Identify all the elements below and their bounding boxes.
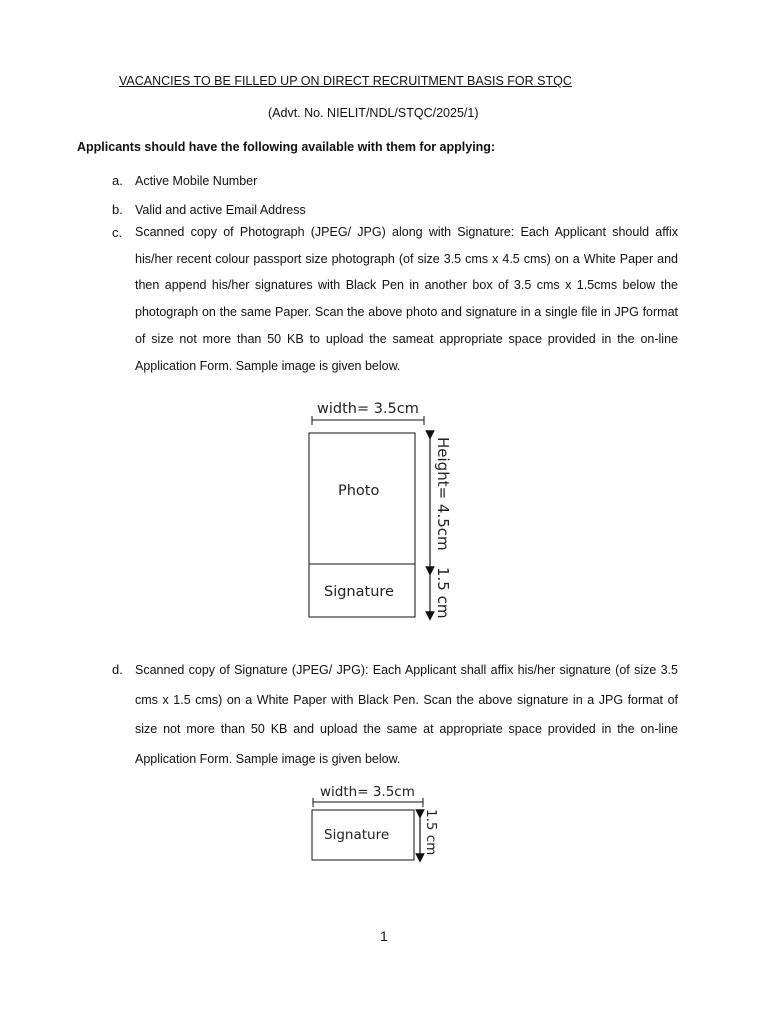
photo-signature-diagram [300, 395, 470, 625]
page-title: VACANCIES TO BE FILLED UP ON DIRECT RECRUITMENT BASIS FOR STQC [119, 74, 572, 88]
signature-diagram [305, 782, 455, 867]
list-marker-b: b. [112, 202, 123, 217]
intro-heading: Applicants should have the following available with them for applying: [77, 140, 496, 154]
list-marker-c: c. [112, 225, 123, 240]
list-marker-a: a. [112, 173, 123, 188]
photo-label: Photo [338, 483, 380, 499]
list-item-mobile: Active Mobile Number [135, 174, 258, 188]
signature-only-height-label: 1.5 cm [423, 809, 439, 856]
list-item-photograph: Scanned copy of Photograph (JPEG/ JPG) along with Signature: Each Applicant should affix his/her recent colour passport size photograph (of size 3.5 cms x 4.5 cms) on a White Paper and then append his/her signatures with Black Pen in another box of 3.5 cms x 1.5cms below the photograph on the same Paper. Scan the above photo and signature in a single file in JPG format of size not more than 50 KB to upload the sameat appropriate space provided in the on-line Application Form. Sample image is given below. [135, 225, 678, 373]
list-item-email: Valid and active Email Address [135, 203, 306, 217]
page-number: 1 [380, 928, 388, 944]
list-item-signature: Scanned copy of Signature (JPEG/ JPG): Each Applicant shall affix his/her signature (of size 3.5 cms x 1.5 cms) on a White Paper with Black Pen. Scan the above signature in a JPG format of size not more than 50 KB and upload the same at appropriate space provided in the on-line Application Form. Sample image is given below. [135, 663, 678, 766]
signature-only-label: Signature [324, 827, 390, 843]
list-marker-d: d. [112, 662, 123, 677]
signature-height-label: 1.5 cm [434, 567, 452, 619]
signature-label: Signature [324, 584, 394, 600]
photo-width-label: width= 3.5cm [317, 401, 419, 417]
advertisement-number: (Advt. No. NIELIT/NDL/STQC/2025/1) [268, 106, 479, 120]
height-label: Height= 4.5cm [434, 437, 452, 551]
signature-width-label: width= 3.5cm [320, 784, 415, 800]
